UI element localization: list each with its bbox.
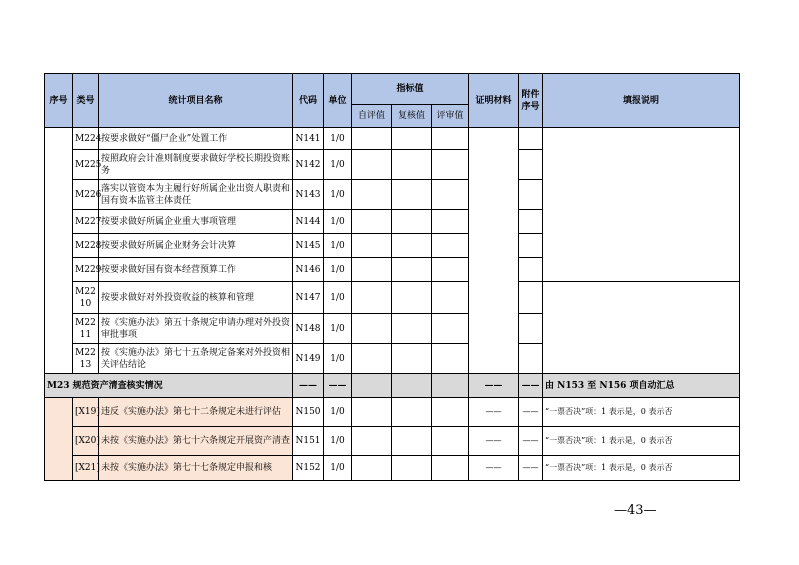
attach-cell: —— (519, 427, 543, 456)
section-unit-dash: —— (324, 374, 352, 398)
unit-cell: 1/0 (324, 314, 352, 344)
self-eval-cell[interactable] (352, 398, 392, 427)
header-self-eval: 自评值 (352, 105, 392, 128)
statistics-table (44, 73, 740, 481)
review-cell[interactable] (392, 456, 432, 481)
notes-cell: “一票否决”项：1 表示是，0 表示否 (543, 456, 740, 481)
review-cell[interactable] (392, 282, 432, 314)
code-cell: N148 (293, 314, 324, 344)
code-cell: N150 (293, 398, 324, 427)
category-cell: M224 (73, 128, 99, 150)
item-name-cell: 落实以管资本为主履行好所属企业出资人职责和国有资本监管主体责任 (99, 180, 293, 210)
judge-cell[interactable] (432, 210, 469, 234)
section-row (45, 374, 740, 398)
item-name-cell: 按《实施办法》第七十五条规定备案对外投资相关评估结论 (99, 344, 293, 374)
code-cell: N141 (293, 128, 324, 150)
evidence-cell: —— (469, 456, 519, 481)
self-eval-cell[interactable] (352, 258, 392, 282)
judge-cell[interactable] (432, 282, 469, 314)
header-notes: 填报说明 (543, 74, 740, 128)
category-cell: M226 (73, 180, 99, 210)
category-cell: M229 (73, 258, 99, 282)
code-cell: N145 (293, 234, 324, 258)
header-unit: 单位 (324, 74, 352, 128)
header-attach-seq: 附件序号 (519, 74, 543, 128)
item-name-cell: 按要求做好所属企业重大事项管理 (99, 210, 293, 234)
judge-cell[interactable] (432, 258, 469, 282)
code-cell: N147 (293, 282, 324, 314)
evidence-cell: —— (469, 398, 519, 427)
page-number: —43— (614, 503, 657, 518)
judge-cell[interactable] (432, 234, 469, 258)
header-code: 代码 (293, 74, 324, 128)
attach-cell: —— (519, 398, 543, 427)
evidence-cell: —— (469, 427, 519, 456)
self-eval-cell[interactable] (352, 314, 392, 344)
item-name-cell: 按要求做好国有资本经营预算工作 (99, 258, 293, 282)
category-cell: M2211 (73, 314, 99, 344)
attach-cell[interactable] (519, 344, 543, 374)
review-cell[interactable] (392, 210, 432, 234)
code-cell: N142 (293, 150, 324, 180)
attach-cell[interactable] (519, 314, 543, 344)
unit-cell: 1/0 (324, 210, 352, 234)
attach-cell[interactable] (519, 234, 543, 258)
category-cell: M225 (73, 150, 99, 180)
category-cell: M2210 (73, 282, 99, 314)
self-eval-cell[interactable] (352, 150, 392, 180)
code-cell: N152 (293, 456, 324, 481)
unit-cell: 1/0 (324, 128, 352, 150)
unit-cell: 1/0 (324, 282, 352, 314)
attach-cell[interactable] (519, 150, 543, 180)
self-eval-cell[interactable] (352, 210, 392, 234)
attach-cell[interactable] (519, 210, 543, 234)
item-name-cell: 按照政府会计准则制度要求做好学校长期投资账务 (99, 150, 293, 180)
item-name-cell: 未按《实施办法》第七十七条规定申报和核 (99, 456, 293, 481)
code-cell: N146 (293, 258, 324, 282)
section-evidence-dash: —— (469, 374, 519, 398)
judge-cell[interactable] (432, 398, 469, 427)
notes-cell (543, 282, 740, 374)
header-category: 类号 (73, 74, 99, 128)
header-seq: 序号 (45, 74, 73, 128)
judge-cell[interactable] (432, 150, 469, 180)
table-row (45, 128, 740, 150)
code-cell: N151 (293, 427, 324, 456)
judge-cell[interactable] (432, 180, 469, 210)
judge-cell[interactable] (432, 456, 469, 481)
header-review: 复核值 (392, 105, 432, 128)
attach-cell[interactable] (519, 180, 543, 210)
self-eval-cell[interactable] (352, 234, 392, 258)
table-row (45, 456, 740, 481)
item-name-cell: 按要求做好“僵尸企业”处置工作 (99, 128, 293, 150)
item-name-cell: 违反《实施办法》第七十二条规定未进行评估 (99, 398, 293, 427)
judge-cell[interactable] (432, 314, 469, 344)
item-name-cell: 未按《实施办法》第七十六条规定开展资产清查 (99, 427, 293, 456)
seq-cell (45, 128, 73, 374)
review-cell[interactable] (392, 344, 432, 374)
section-code-dash: —— (293, 374, 324, 398)
review-cell[interactable] (392, 427, 432, 456)
review-cell[interactable] (392, 258, 432, 282)
code-cell: N144 (293, 210, 324, 234)
unit-cell: 1/0 (324, 427, 352, 456)
self-eval-cell[interactable] (352, 374, 392, 398)
item-name-cell: 按《实施办法》第五十条规定申请办理对外投资审批事项 (99, 314, 293, 344)
section-title: M23 规范资产清查核实情况 (45, 374, 293, 398)
category-cell: [X19] (73, 398, 99, 427)
judge-cell[interactable] (432, 128, 469, 150)
review-cell[interactable] (392, 234, 432, 258)
notes-cell: “一票否决”项：1 表示是，0 表示否 (543, 427, 740, 456)
unit-cell: 1/0 (324, 234, 352, 258)
evidence-cell[interactable] (469, 128, 519, 374)
item-name-cell: 按要求做好所属企业财务会计决算 (99, 234, 293, 258)
review-cell[interactable] (392, 374, 432, 398)
review-cell[interactable] (392, 314, 432, 344)
review-cell[interactable] (392, 398, 432, 427)
header-indicator: 指标值 (352, 74, 469, 105)
unit-cell: 1/0 (324, 258, 352, 282)
self-eval-cell[interactable] (352, 128, 392, 150)
unit-cell: 1/0 (324, 344, 352, 374)
code-cell: N149 (293, 344, 324, 374)
attach-cell: —— (519, 456, 543, 481)
judge-cell[interactable] (432, 374, 469, 398)
judge-cell[interactable] (432, 344, 469, 374)
section-attach-dash: —— (519, 374, 543, 398)
category-cell: [X20] (73, 427, 99, 456)
unit-cell: 1/0 (324, 456, 352, 481)
item-name-cell: 按要求做好对外投资收益的核算和管理 (99, 282, 293, 314)
header-item-name: 统计项目名称 (99, 74, 293, 128)
table-row (45, 427, 740, 456)
review-cell[interactable] (392, 150, 432, 180)
attach-cell[interactable] (519, 128, 543, 150)
header-judge: 评审值 (432, 105, 469, 128)
header-evidence: 证明材料 (469, 74, 519, 128)
code-cell: N143 (293, 180, 324, 210)
section-note: 由 N153 至 N156 项自动汇总 (543, 374, 740, 398)
category-cell: M227 (73, 210, 99, 234)
self-eval-cell[interactable] (352, 427, 392, 456)
seq-cell (45, 398, 73, 481)
category-cell: M228 (73, 234, 99, 258)
self-eval-cell[interactable] (352, 456, 392, 481)
notes-cell (543, 128, 740, 282)
self-eval-cell[interactable] (352, 180, 392, 210)
notes-cell: “一票否决”项：1 表示是，0 表示否 (543, 398, 740, 427)
table-row (45, 398, 740, 427)
attach-cell[interactable] (519, 258, 543, 282)
review-cell[interactable] (392, 128, 432, 150)
unit-cell: 1/0 (324, 180, 352, 210)
category-cell: [X21] (73, 456, 99, 481)
review-cell[interactable] (392, 180, 432, 210)
table-row (45, 282, 740, 314)
self-eval-cell[interactable] (352, 344, 392, 374)
unit-cell: 1/0 (324, 398, 352, 427)
unit-cell: 1/0 (324, 150, 352, 180)
attach-cell[interactable] (519, 282, 543, 314)
judge-cell[interactable] (432, 427, 469, 456)
self-eval-cell[interactable] (352, 282, 392, 314)
category-cell: M2213 (73, 344, 99, 374)
